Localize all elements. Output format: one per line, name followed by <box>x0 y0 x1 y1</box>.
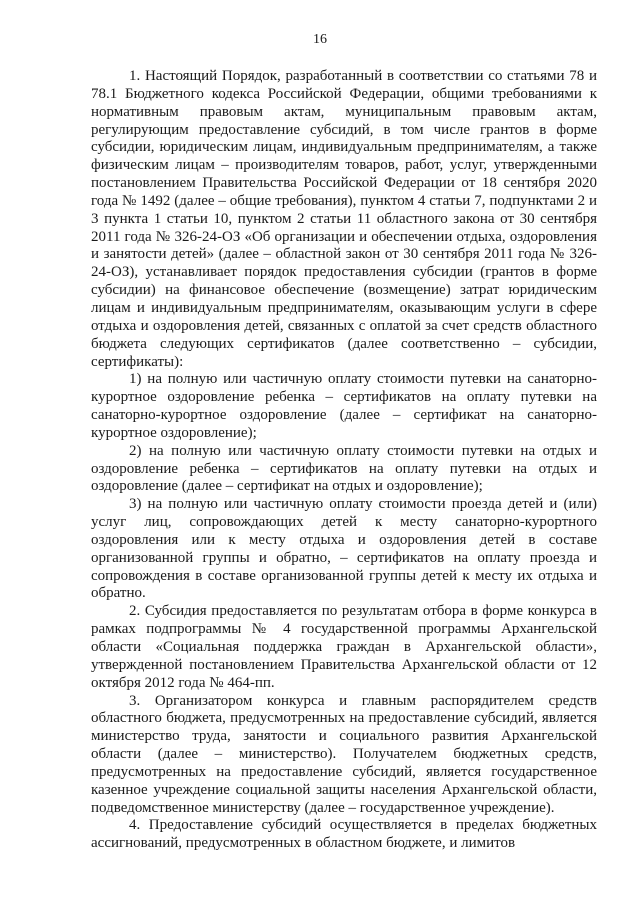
paragraph-1-item-1: 1) на полную или частичную оплату стоимости путевки на санаторно-курортное оздоровление ребенка – сертификатов на оплату путевки на санаторно-курортное оздоровление (далее – сертификат на санаторно-курортное оздоровление); <box>91 371 597 441</box>
paragraph-1: 1. Настоящий Порядок, разработанный в соответствии со статьями 78 и 78.1 Бюджетного кодекса Российской Федерации, общими требованиями к нормативным правовым актам, муниципальным правовым актам, регулирующим предоставление субсидий, в том числе грантов в форме субсидии, юридическим лицам, индивидуальным предпринимателям, а также физическим лицам – производителям товаров, работ, услуг, утвержденными постановлением Правительства Российской Федерации от 18 сентября 2020 года № 1492 (далее – общие требования), пунктом 4 статьи 7, подпунктами 2 и 3 пункта 1 статьи 10, пунктом 2 статьи 11 областного закона от 30 сентября 2011 года № 326-24-ОЗ «Об организации и обеспечении отдыха, оздоровления и занятости детей» (далее – областной закон от 30 сентября 2011 года № 326-24-ОЗ), устанавливает порядок предоставления субсидии (грантов в форме субсидии) на финансовое обеспечение (возмещение) затрат юридическим лицам и индивидуальным предпринимателям, оказывающим услуги в сфере отдыха и оздоровления детей, связанных с оплатой за счет средств областного бюджета следующих сертификатов (далее соответственно – субсидии, сертификаты): <box>91 68 597 370</box>
document-body <box>91 68 597 853</box>
paragraph-2: 2. Субсидия предоставляется по результатам отбора в форме конкурса в рамках подпрограммы № 4 государственной программы Архангельской области «Социальная поддержка граждан в Архангельской области», утвержденной постановлением Правительства Архангельской области от 12 октября 2012 года № 464-пп. <box>91 603 597 691</box>
paragraph-1-item-3: 3) на полную или частичную оплату стоимости проезда детей и (или) услуг лиц, сопровождающих детей к месту санаторно-курортного оздоровления или к месту отдыха и оздоровления детей в составе организованной группы и обратно, – сертификатов на оплату проезда и сопровождения в составе организованной группы детей к месту их отдыха и обратно. <box>91 496 597 602</box>
page-number: 16 <box>313 32 327 47</box>
paragraph-4: 4. Предоставление субсидий осуществляется в пределах бюджетных ассигнований, предусмотренных в областном бюджете, и лимитов <box>91 817 597 852</box>
paragraph-1-item-2: 2) на полную или частичную оплату стоимости путевки на отдых и оздоровление ребенка – сертификатов на оплату путевки на отдых и оздоровление (далее – сертификат на отдых и оздоровление); <box>91 442 597 495</box>
paragraph-3: 3. Организатором конкурса и главным распорядителем средств областного бюджета, предусмотренных на предоставление субсидий, является министерство труда, занятости и социального развития Архангельской области (далее – министерство). Получателем бюджетных средств, предусмотренных на предоставление субсидий, является государственное казенное учреждение социальной защиты населения Архангельской области, подведомственное министерству (далее – государственное учреждение). <box>91 692 597 816</box>
